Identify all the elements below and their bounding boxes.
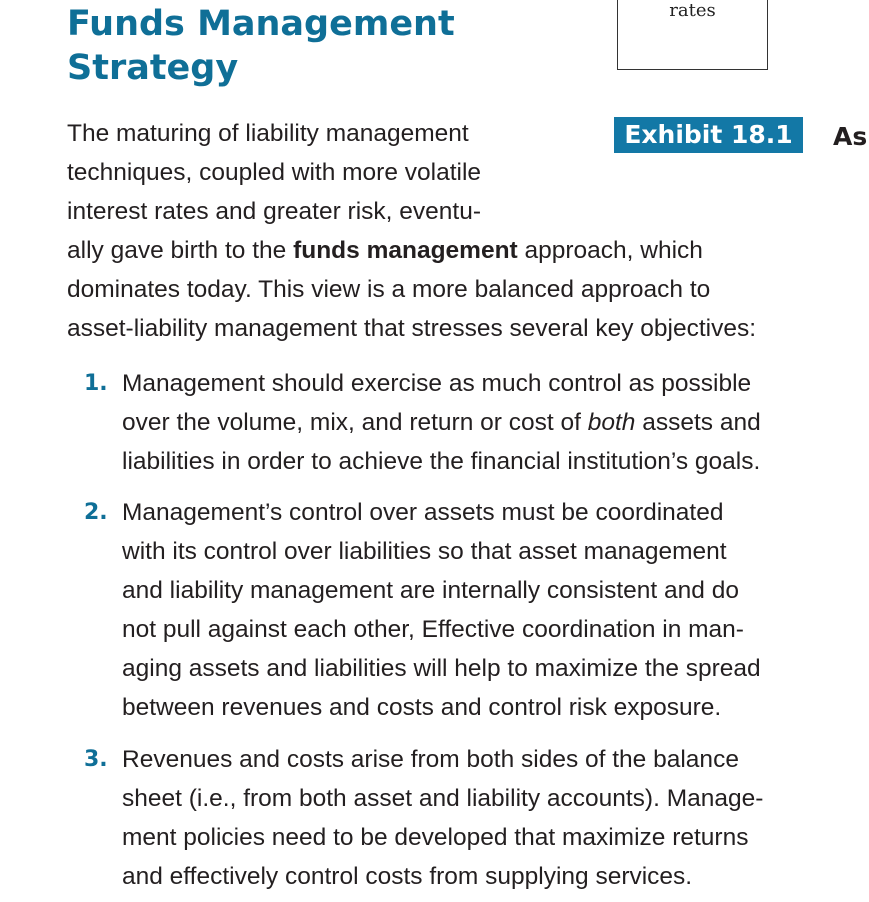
- list-item-line: between revenues and costs and control risk exposure.: [122, 694, 722, 721]
- intro-line: asset-liability management that stresses several key objectives:: [67, 315, 757, 342]
- list-item-number: 1.: [84, 371, 108, 396]
- exhibit-table-fragment: [617, 0, 768, 70]
- intro-text: ally gave birth to the: [67, 237, 294, 264]
- list-item-line: and effectively control costs from supplying services.: [122, 863, 693, 890]
- list-item-number: 2.: [84, 500, 108, 525]
- intro-line: techniques, coupled with more volatile: [67, 159, 482, 186]
- list-item-line: sheet (i.e., from both asset and liability accounts). Manage-: [122, 785, 764, 812]
- key-term: funds management: [293, 237, 518, 264]
- intro-text: approach, which: [517, 237, 703, 264]
- rates-cell-text: rates: [669, 0, 716, 21]
- exhibit-label: Exhibit 18.1: [614, 117, 803, 153]
- list-item-line: [122, 403, 761, 442]
- list-item-line: Management’s control over assets must be coordinated: [122, 499, 724, 526]
- exhibit-title-fragment: As: [833, 122, 868, 151]
- list-item-line: ment policies need to be developed that maximize returns: [122, 824, 749, 851]
- list-item-line: liabilities in order to achieve the financial institution’s goals.: [122, 448, 761, 475]
- list-item-number: 3.: [84, 747, 108, 772]
- intro-line: The maturing of liability management: [67, 120, 469, 147]
- list-item-line: Revenues and costs arise from both sides of the balance: [122, 746, 739, 773]
- list-item-line: Management should exercise as much control as possible: [122, 370, 752, 397]
- list-item-text: assets and: [635, 409, 761, 436]
- list-item-line: not pull against each other, Effective coordination in man-: [122, 616, 744, 643]
- list-item-line: aging assets and liabilities will help to maximize the spread: [122, 655, 761, 682]
- intro-line: [67, 231, 703, 270]
- section-heading-line-1: Funds Management: [67, 4, 455, 44]
- emphasis: both: [587, 409, 636, 436]
- intro-line: interest rates and greater risk, eventu-: [67, 198, 481, 225]
- list-item-line: and liability management are internally consistent and do: [122, 577, 739, 604]
- section-heading: [67, 2, 455, 90]
- list-item-line: with its control over liabilities so that asset management: [122, 538, 727, 565]
- intro-line: dominates today. This view is a more balanced approach to: [67, 276, 711, 303]
- list-item-text: over the volume, mix, and return or cost of: [122, 409, 588, 436]
- section-heading-line-2: Strategy: [67, 48, 239, 88]
